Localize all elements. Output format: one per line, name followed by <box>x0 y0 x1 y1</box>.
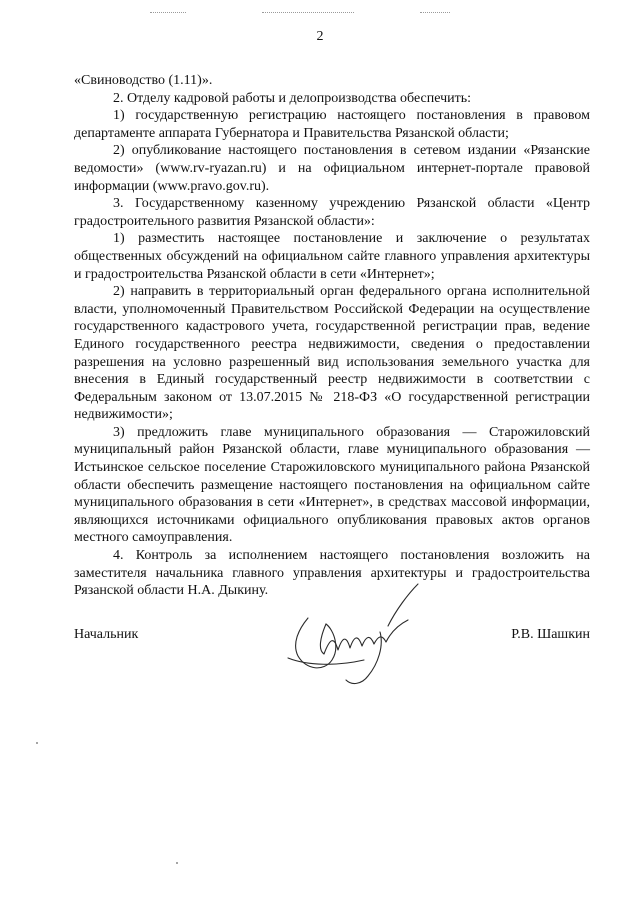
document-body <box>74 72 590 600</box>
paragraph-continuation: «Свиноводство (1.11)». <box>74 73 213 88</box>
paragraph-item-2-1: 1) государственную регистрацию настоящего постановления в правовом департаменте аппарата Губернатора и Правительства Рязанской области; <box>74 108 590 141</box>
paragraph-item-2: 2. Отделу кадровой работы и делопроизводства обеспечить: <box>113 90 472 106</box>
signer-position: Начальник <box>74 627 139 642</box>
signer-name: Р.В. Шашкин <box>511 627 590 642</box>
scan-speck <box>36 742 38 744</box>
signature-block <box>74 627 590 647</box>
scan-artifact-line <box>262 12 354 14</box>
paragraph-item-3: 3. Государственному казенному учреждению Рязанской области «Центр градостроительного развития Рязанской области»: <box>74 196 590 229</box>
page-number: 2 <box>316 29 324 44</box>
paragraph-item-3-2: 2) направить в территориальный орган федерального органа исполнительной власти, уполномоченный Правительством Российской Федерации на осуществление государственного кадастрового учета, государственной регистрации прав, ведение Единого государственного реестра недвижимости, сведения о предоставлении разрешения на условно разрешенный вид использования земельного участка для внесения в Единый государственный реестр недвижимости в соответствии с Федеральным законом от 13.07.2015 № 218-ФЗ «О государственной регистрации недвижимости»; <box>74 284 590 423</box>
paragraph-item-2-2: 2) опубликование настоящего постановления в сетевом издании «Рязанские ведомости» (www.rv-ryazan.ru) и на официальном интернет-портале правовой информации (www.pravo.gov.ru). <box>74 143 590 194</box>
paragraph-item-3-3: 3) предложить главе муниципального образования — Старожиловский муниципальный район Рязанской области, главе муниципального образования — Истьинское сельское поселение Старожиловского муниципального района Рязанской области обеспечить размещение настоящего постановления на официальном сайте муниципального образования в сети «Интернет», в средствах массовой информации, являющихся источниками официального опубликования правовых актов органов местного самоуправления. <box>74 424 590 546</box>
scan-artifact-line <box>420 12 450 14</box>
paragraph-item-3-1: 1) разместить настоящее постановление и заключение о результатах общественных обсуждений на официальном сайте главного управления архитектуры и градостроительства Рязанской области в сети «Интернет»; <box>74 231 590 282</box>
scan-speck <box>176 862 178 864</box>
scan-artifact-line <box>150 12 186 14</box>
paragraph-item-4: 4. Контроль за исполнением настоящего постановления возложить на заместителя начальника главного управления архитектуры и градостроительства Рязанской области Н.А. Дыкину. <box>74 548 590 599</box>
